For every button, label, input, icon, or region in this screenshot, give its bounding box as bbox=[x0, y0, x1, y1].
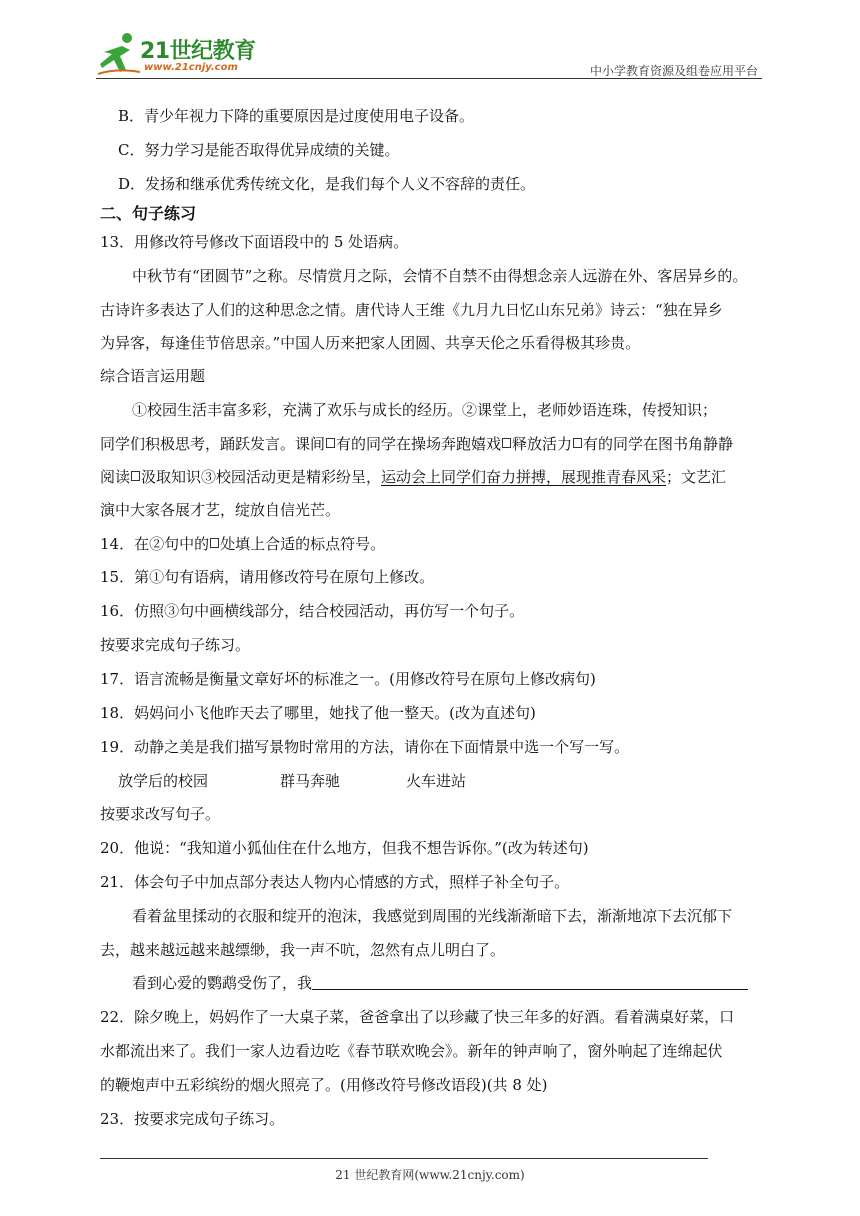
passage-13-line-1: 中秋节有“团圆节”之称。尽情赏月之际，会情不自禁不由得想念亲人远游在外、客居异乡的。 bbox=[132, 267, 748, 285]
underlined-sentence: 运动会上同学们奋力拼搏，展现推青春风采 bbox=[381, 468, 667, 486]
question-20: 20．他说：“我知道小狐仙住在什么地方，但我不想告诉你。”(改为转述句) bbox=[100, 839, 589, 857]
passage-text: ；文艺汇 bbox=[666, 468, 727, 486]
question-19: 19．动静之美是我们描写景物时常用的方法，请你在下面情景中选一个写一写。 bbox=[100, 738, 630, 756]
example-sentence bbox=[132, 973, 748, 993]
question-23: 23．按要求完成句子练习。 bbox=[100, 1110, 285, 1128]
scene-option-2: 群马奔驰 bbox=[280, 772, 341, 790]
passage-13-line-3: 为异客，每逢佳节倍思亲。”中国人历来把家人团圆、共享天伦之乐看得极其珍贵。 bbox=[100, 334, 641, 352]
question-text: 14．在②句中的 bbox=[100, 535, 210, 553]
passage-line-1: ①校园生活丰富多彩，充满了欢乐与成长的经历。②课堂上，老师妙语连珠，传授知识； bbox=[132, 401, 718, 419]
passage-text: 有的同学在图书角静静 bbox=[583, 435, 734, 453]
question-14 bbox=[100, 534, 385, 554]
comprehensive-title: 综合语言运用题 bbox=[100, 367, 206, 385]
page-footer: 21 世纪教育网(www.21cnjy.com) bbox=[335, 1168, 525, 1182]
passage-text: 汲取知识③校园活动更是精彩纷呈， bbox=[141, 468, 382, 486]
question-13: 13．用修改符号修改下面语段中的 5 处语病。 bbox=[100, 233, 409, 251]
passage-21-line-1: 看着盆里揉动的衣服和绽开的泡沫，我感觉到周围的光线渐渐暗下去，渐渐地凉下去沉郁下 bbox=[132, 907, 733, 925]
question-22-line-2: 水都流出来了。我们一家人边看边吃《春节联欢晚会》。新年的钟声响了，窗外响起了连绵起伏 bbox=[100, 1042, 723, 1060]
scene-option-1: 放学后的校园 bbox=[118, 772, 209, 790]
question-16: 16．仿照③句中画横线部分，结合校园活动，再仿写一个句子。 bbox=[100, 602, 525, 620]
option-c: C．努力学习是能否取得优异成绩的关键。 bbox=[118, 141, 400, 159]
instruction-2: 按要求改写句子。 bbox=[100, 805, 221, 823]
question-17: 17．语言流畅是衡量文章好坏的标准之一。(用修改符号在原句上修改病句) bbox=[100, 670, 596, 688]
page-header bbox=[96, 28, 762, 82]
site-logo bbox=[96, 28, 266, 78]
answer-blank[interactable] bbox=[312, 975, 748, 990]
passage-line-4: 演中大家各展才艺，绽放自信光芒。 bbox=[100, 501, 341, 519]
instruction-1: 按要求完成句子练习。 bbox=[100, 636, 251, 654]
question-text: 处填上合适的标点符号。 bbox=[220, 535, 386, 553]
question-21: 21．体会句子中加点部分表达人物内心情感的方式，照样子补全句子。 bbox=[100, 873, 570, 891]
logo-title: 21世纪教育 bbox=[140, 39, 256, 64]
question-22-line-3: 的鞭炮声中五彩缤纷的烟火照亮了。(用修改符号修改语段)(共 8 处) bbox=[100, 1076, 548, 1094]
question-15: 15．第①句有语病，请用修改符号在原句上修改。 bbox=[100, 568, 435, 586]
blank-box bbox=[210, 538, 219, 548]
passage-13-line-2: 古诗许多表达了人们的这种思念之情。唐代诗人王维《九月九日忆山东兄弟》诗云：“独在异乡 bbox=[100, 301, 723, 319]
passage-text: 同学们积极思考，踊跃发言。课间 bbox=[100, 435, 326, 453]
passage-text: 释放活力 bbox=[512, 435, 573, 453]
footer-divider bbox=[100, 1158, 708, 1159]
blank-box bbox=[326, 438, 335, 448]
example-text: 看到心爱的鹦鹉受伤了，我 bbox=[132, 974, 313, 992]
passage-line-3 bbox=[100, 467, 726, 487]
passage-line-2 bbox=[100, 434, 733, 454]
option-d: D．发扬和继承优秀传统文化，是我们每个人义不容辞的责任。 bbox=[118, 175, 536, 193]
passage-21-line-2: 去，越来越远越来越缥缈，我一声不吭，忽然有点儿明白了。 bbox=[100, 941, 506, 959]
logo-url: www.21cnjy.com bbox=[144, 62, 238, 73]
blank-box bbox=[131, 471, 140, 481]
option-b: B．青少年视力下降的重要原因是过度使用电子设备。 bbox=[118, 107, 475, 125]
question-22-line-1: 22．除夕晚上，妈妈作了一大桌子菜，爸爸拿出了以珍藏了快三年多的好酒。看着满桌好菜，口 bbox=[100, 1008, 735, 1026]
blank-box bbox=[573, 438, 582, 448]
section-heading: 二、句子练习 bbox=[100, 204, 197, 223]
header-divider bbox=[96, 78, 762, 79]
blank-box bbox=[502, 438, 511, 448]
passage-text: 有的同学在操场奔跑嬉戏 bbox=[336, 435, 502, 453]
passage-text: 阅读 bbox=[100, 468, 131, 486]
header-tagline: 中小学教育资源及组卷应用平台 bbox=[589, 64, 758, 78]
scene-option-3: 火车进站 bbox=[406, 772, 467, 790]
runner-logo-icon bbox=[96, 30, 142, 76]
question-18: 18．妈妈问小飞他昨天去了哪里，她找了他一整天。(改为直述句) bbox=[100, 704, 536, 722]
